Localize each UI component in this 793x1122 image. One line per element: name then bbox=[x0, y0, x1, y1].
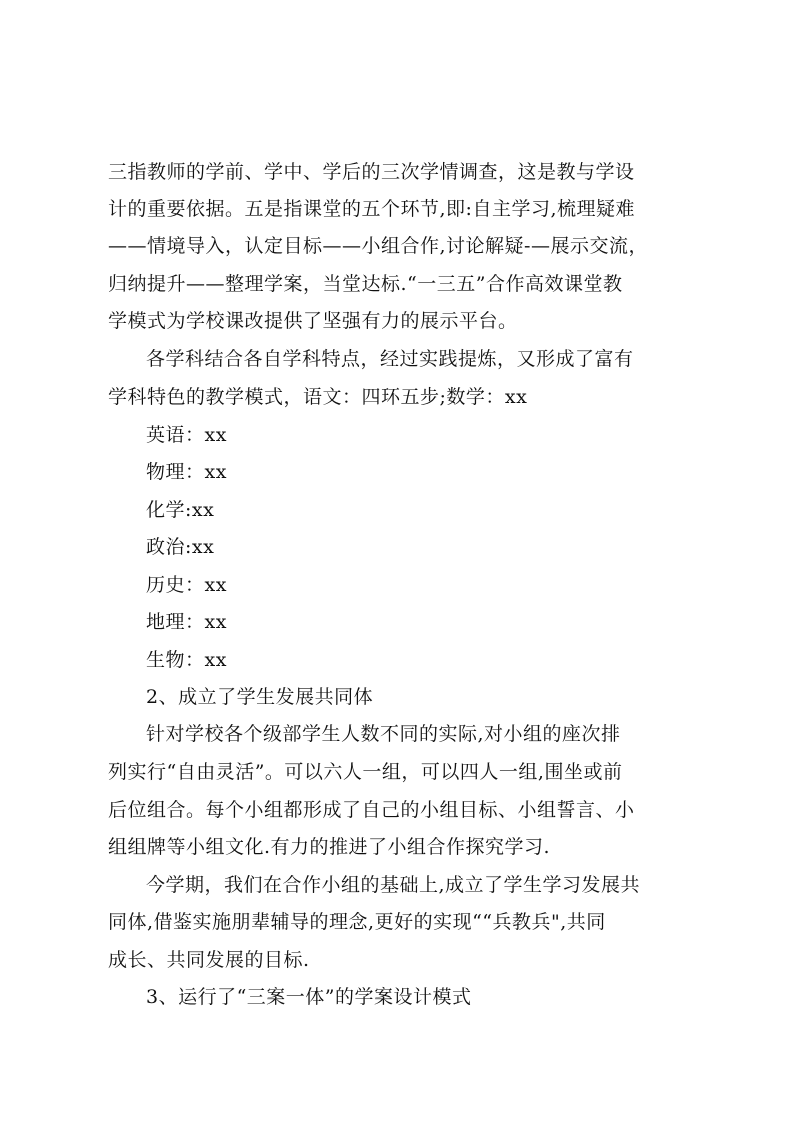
text-line: 计的重要依据。五是指课堂的五个环节,即:自主学习,梳理疑难 bbox=[108, 198, 635, 220]
text-line: 组组牌等小组文化.有力的推进了小组合作探究学习. bbox=[108, 836, 551, 858]
text-line: 政治:xx bbox=[146, 536, 215, 558]
text-line: 化学:xx bbox=[146, 499, 215, 521]
text-line: 英语：xx bbox=[146, 424, 227, 446]
text-line: 历史：xx bbox=[146, 574, 227, 596]
text-line: 后位组合。每个小组都形成了自己的小组目标、小组誓言、小 bbox=[108, 799, 635, 821]
text-line: 成长、共同发展的目标. bbox=[108, 949, 310, 971]
text-line: 学科特色的教学模式，语文：四环五步;数学：xx bbox=[108, 386, 528, 408]
text-line: 三指教师的学前、学中、学后的三次学情调查，这是教与学设 bbox=[108, 161, 635, 183]
text-line: 归纳提升——整理学案，当堂达标.“一三五”合作高效课堂教 bbox=[108, 273, 623, 295]
text-line: 各学科结合各自学科特点，经过实践提炼，又形成了富有 bbox=[146, 348, 634, 370]
text-line: 地理：xx bbox=[146, 611, 227, 633]
text-line: 物理：xx bbox=[146, 461, 227, 483]
section-heading: 3、运行了“三案一体”的学案设计模式 bbox=[146, 986, 472, 1008]
text-line: 同体,借鉴实施朋辈辅导的理念,更好的实现““兵教兵",共同 bbox=[108, 911, 606, 933]
text-line: 今学期，我们在合作小组的基础上,成立了学生学习发展共 bbox=[146, 874, 641, 896]
text-line: 学模式为学校课改提供了坚强有力的展示平台。 bbox=[108, 310, 518, 332]
text-line: 生物：xx bbox=[146, 649, 227, 671]
text-line: 列实行“自由灵活”。可以六人一组，可以四人一组,围坐或前 bbox=[108, 761, 623, 783]
section-heading: 2、成立了学生发展共同体 bbox=[146, 686, 374, 708]
text-line: 针对学校各个级部学生人数不同的实际,对小组的座次排 bbox=[146, 723, 621, 745]
text-line: ——情境导入，认定目标——小组合作,讨论解疑-—展示交流， bbox=[108, 235, 648, 257]
